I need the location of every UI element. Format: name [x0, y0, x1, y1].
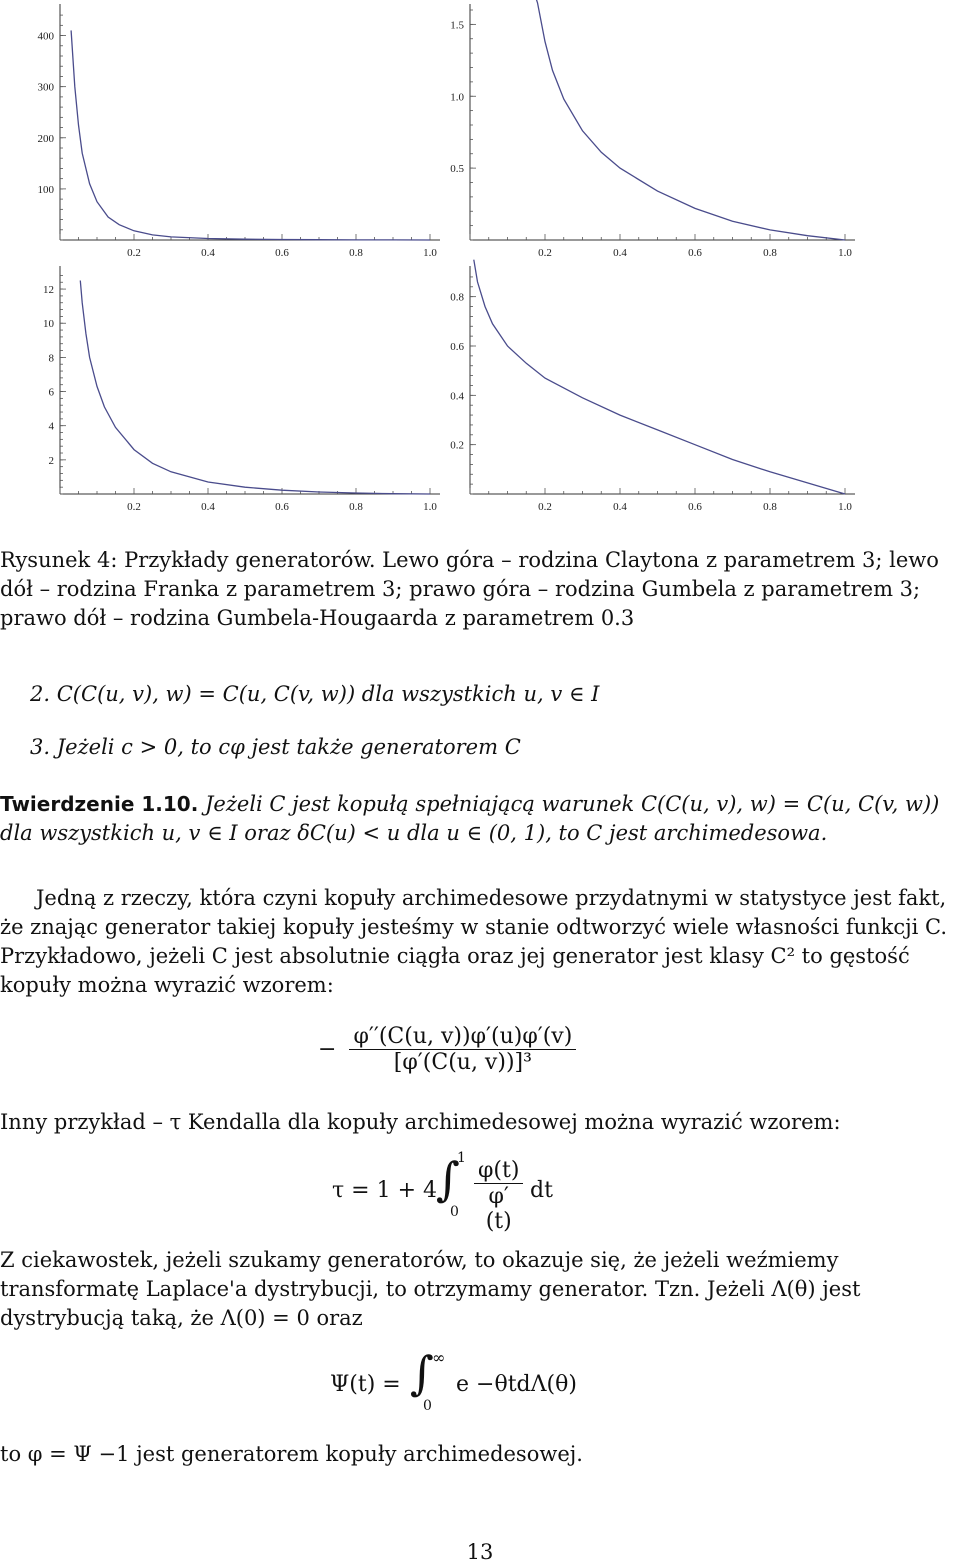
chart-clayton — [0, 0, 460, 270]
y-tick-label: 10 — [43, 318, 54, 331]
series-line — [71, 30, 430, 240]
chart-frank — [0, 262, 460, 524]
y-tick-label: 12 — [43, 284, 54, 297]
formula-numerator: φ′′(C(u, v))φ′(u)φ′(v) — [349, 1024, 576, 1050]
plot-top-right — [440, 0, 900, 270]
integral-lower: 0 — [423, 1398, 432, 1414]
plot-top-left — [0, 0, 460, 270]
integral-upper: ∞ — [432, 1348, 446, 1367]
x-tick-label: 0.8 — [349, 501, 363, 513]
x-tick-label: 0.2 — [127, 247, 141, 259]
figure-caption: Rysunek 4: Przykłady generatorów. Lewo góra – rodzina Claytona z parametrem 3; lewo dół – rodzina Franka z parametrem 3; prawo góra – rodzina Gumbela z parametrem 3; prawo dół – rodzina Gumbela-Hougaarda z parametrem 0.3 — [0, 548, 939, 630]
list-item — [30, 733, 521, 762]
list-item — [30, 680, 599, 709]
formula-denominator: φ′(t) — [485, 1184, 512, 1234]
formula-fraction — [349, 1024, 576, 1075]
y-tick-label: 300 — [37, 81, 54, 94]
formula-density — [318, 1024, 576, 1075]
list-item-number: 3. — [30, 735, 51, 759]
paragraph-density: Jedną z rzeczy, która czyni kopuły archimedesowe przydatnymi w statystyce jest fakt, że znając generator takiej kopuły jesteśmy w stanie odtworzyć wiele własności funkcji C. Przykładowo, jeżeli C jest absolutnie ciągła oraz jej generator jest klasy C² to gęstość kopuły można wyrazić wzorem: — [0, 886, 948, 997]
x-tick-label: 0.2 — [538, 501, 552, 513]
paragraph-kendall: Inny przykład – τ Kendalla dla kopuły archimedesowej można wyrazić wzorem: — [0, 1110, 841, 1134]
formula-lhs: τ = 1 + 4 — [332, 1178, 438, 1203]
list-item-text: C(C(u, v), w) = C(u, C(v, w)) dla wszystkich u, v ∈ I — [56, 682, 600, 706]
x-tick-label: 0.6 — [275, 247, 289, 259]
y-tick-label: 0.6 — [450, 341, 464, 353]
x-tick-label: 0.4 — [613, 501, 627, 513]
y-tick-label: 0.2 — [450, 439, 464, 452]
formula-fraction — [474, 1158, 523, 1234]
x-tick-label: 0.6 — [688, 501, 702, 513]
x-tick-label: 0.8 — [763, 247, 777, 259]
x-tick-label: 0.4 — [613, 247, 627, 259]
integral-sign-icon: ∫ — [410, 1346, 434, 1400]
page-number: 13 — [466, 1540, 494, 1564]
integral-upper: 1 — [457, 1150, 466, 1166]
x-tick-label: 0.6 — [688, 247, 702, 259]
y-tick-label: 6 — [48, 386, 54, 399]
formula-integrand: e −θtdΛ(θ) — [456, 1372, 577, 1397]
formula-lhs: Ψ(t) = — [330, 1372, 401, 1397]
theorem — [0, 790, 960, 848]
y-tick-label: 100 — [37, 183, 54, 196]
y-tick-label: 4 — [48, 420, 54, 433]
x-tick-label: 0.6 — [275, 501, 289, 513]
y-tick-label: 2 — [48, 454, 54, 467]
y-tick-label: 1.5 — [450, 19, 464, 32]
integral-lower: 0 — [450, 1204, 459, 1220]
x-tick-label: 0.8 — [763, 501, 777, 513]
y-tick-label: 0.8 — [450, 291, 464, 304]
theorem-body: Jeżeli C jest kopułą spełniającą warunek C(C(u, v), w) = C(u, C(v, w)) dla wszystkich u, v ∈ I oraz δC(u) < u dla u ∈ (0, 1), to C jest archimedesowa. — [0, 792, 940, 845]
y-tick-label: 400 — [37, 30, 54, 43]
plot-bottom-left — [0, 262, 460, 524]
y-tick-label: 0.4 — [450, 390, 464, 403]
x-tick-label: 0.4 — [201, 247, 215, 259]
y-tick-label: 8 — [48, 352, 54, 365]
series-line — [80, 281, 430, 495]
formula-differential: dt — [530, 1178, 553, 1203]
x-tick-label: 1.0 — [423, 247, 437, 259]
formula-sign: − — [318, 1037, 337, 1062]
x-tick-label: 1.0 — [838, 501, 852, 513]
paragraph-conclusion: to φ = Ψ −1 jest generatorem kopuły archimedesowej. — [0, 1442, 583, 1466]
formula-numerator: φ(t) — [474, 1158, 523, 1184]
chart-gumbel-hougaard — [440, 262, 900, 524]
x-tick-label: 0.2 — [127, 501, 141, 513]
x-tick-label: 0.4 — [201, 501, 215, 513]
y-tick-label: 200 — [37, 132, 54, 145]
x-tick-label: 1.0 — [423, 501, 437, 513]
plot-bottom-right — [440, 262, 900, 524]
theorem-head: Twierdzenie 1.10. — [0, 792, 199, 816]
x-tick-label: 0.2 — [538, 247, 552, 259]
formula-denominator: [φ′(C(u, v))]³ — [393, 1050, 532, 1075]
y-tick-label: 1.0 — [450, 91, 464, 104]
chart-gumbel — [440, 0, 900, 270]
y-tick-label: 0.5 — [450, 163, 464, 176]
integral-sign-icon: ∫ — [436, 1152, 460, 1206]
paragraph-laplace: Z ciekawostek, jeżeli szukamy generatorów, to okazuje się, że jeżeli weźmiemy transformatę Laplace'a dystrybucji, to otrzymamy generator. Tzn. Jeżeli Λ(θ) jest dystrybucją taką, że Λ(0) = 0 oraz — [0, 1248, 861, 1330]
list-item-number: 2. — [30, 682, 51, 706]
series-line — [474, 260, 845, 494]
series-line — [534, 0, 845, 240]
x-tick-label: 1.0 — [838, 247, 852, 259]
list-item-text: Jeżeli c > 0, to cφ jest także generatorem C — [56, 735, 521, 759]
x-tick-label: 0.8 — [349, 247, 363, 259]
